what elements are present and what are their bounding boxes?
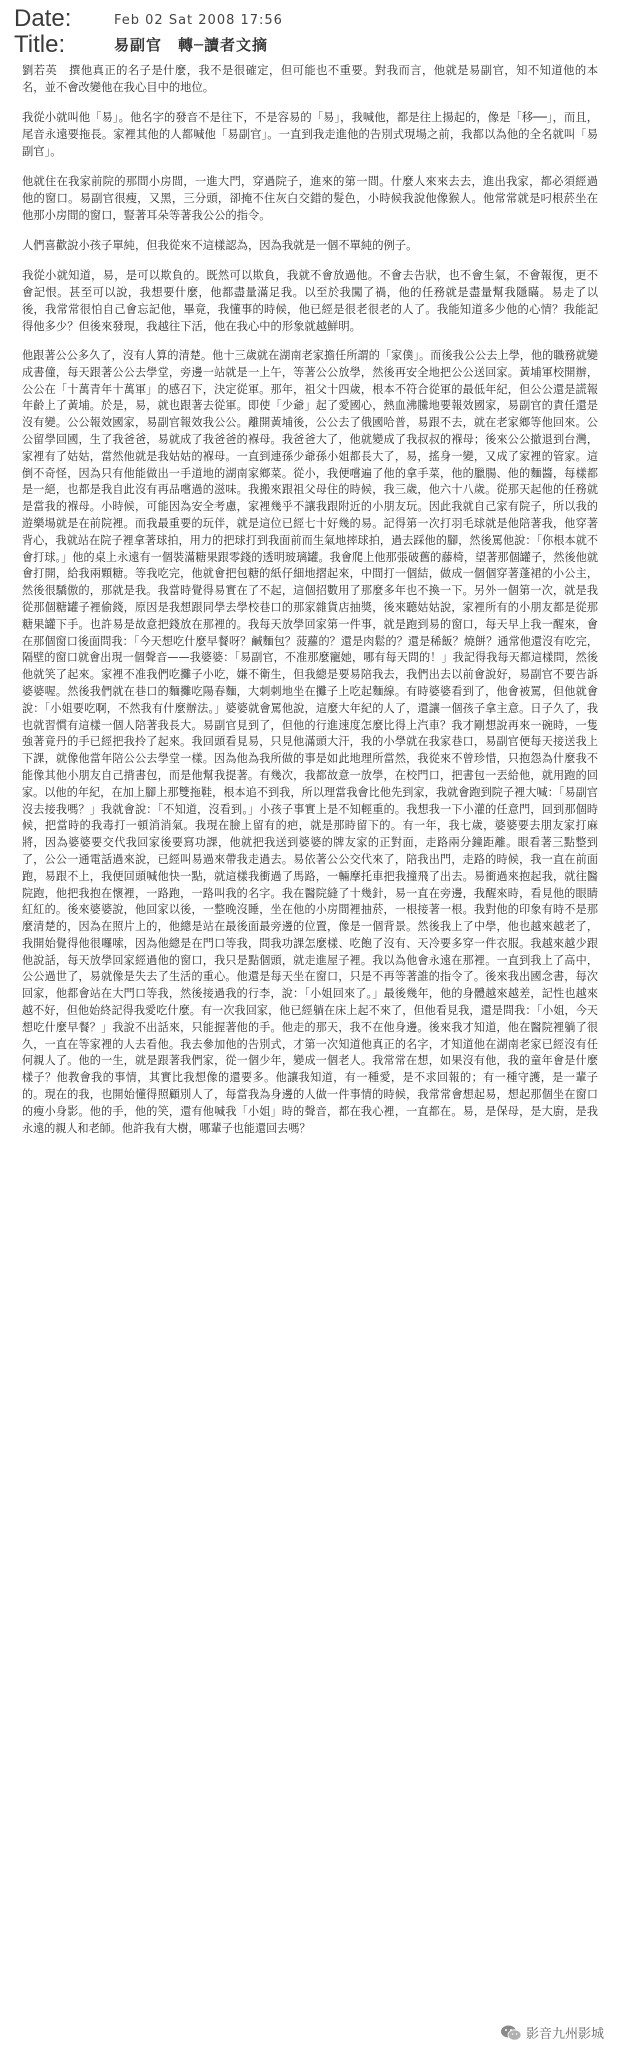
paragraph-children: 人們喜歡說小孩子單純，但我從來不這樣認為，因為我就是一個不單純的例子。: [22, 239, 418, 252]
date-label: Date:: [14, 5, 72, 32]
title-label: Title:: [14, 31, 66, 58]
post-header: [0, 0, 620, 58]
title-value: 易副官 轉─讀者文摘: [114, 36, 269, 54]
watermark-text: 影音九州影城: [525, 2027, 604, 2042]
paragraph-long-story: 他跟著公公多久了，沒有人算的清楚。他十三歲就在湖南老家擔任所謂的「家僕」。而後我公公去上學，他的職務就變成書僮，每天跟著公公去學堂，旁邊一站就是一上午，等著公公放學，然後再安全地把公公送回家。黃埔軍校開辦，公公在「十萬青年十萬軍」的感召下，決定從軍。那年，祖父十四歲，根本不符合從軍的最低年紀，但公公還是謊報年齡上了黃埔。於是，易，就也跟著去從軍。即使「少爺」起了愛國心，熱血沸騰地要報效國家，易副官的責任還是沒有變。公公報效國家，易副官報效我公公。離開黃埔後，公公去了俄國哈普，易跟不去，就在老家鄉等他回來。公公留學回國，生了我爸爸，易就成了我爸爸的褓母。我爸爸大了，他就變成了我叔叔的褓母；後來公公撤退到台灣，家裡有了姑姑，當然他就是我姑姑的褓母。一直到連孫少爺孫小姐都長大了，易，搖身一變，又成了家裡的管家。這倒不奇怪，因為只有他能做出一手道地的湖南家鄉菜。從小，我便嚐遍了他的拿手菜，他的臘腸、他的麵醬，每樣都是一絕，也都是我自此沒有再品嚐過的滋味。我搬來跟祖父母住的時候，我三歲，他六十八歲。從那天起他的任務就是當我的褓母。小時候，可能因為安全考慮，家裡幾乎不讓我跟附近的小朋友玩。因此我就自己家有院子，所以我的遊樂場就是在前院裡。而我最重要的玩伴，就是這位已經七十好幾的易。記得第一次打羽毛球就是他陪著我，他穿著背心，我就站在院子裡拿著球拍，用力的把球打到我面前而生氣地摔球拍，過去踩他的腳，然後罵他說：「你根本就不會打球。」他的桌上永遠有一個裝滿糖果跟零錢的透明玻璃罐。我會爬上他那張破舊的藤椅，望著那個罐子，然後他就會打開，給我兩顆糖。等我吃完，他就會把包糖的紙仔細地摺起來，中間打一個結，做成一個個穿著蓬裙的小公主，然後很驕傲的，那就是我。我當時覺得易實在了不起，這個招數用了那麼多年也不換一下。另外一個第一次，就是我從那個糖罐子裡偷錢，原因是我想跟同學去學校巷口的那家雜貨店抽獎，後來聽姑姑說，家裡所有的小朋友都是從那糖果罐下手。也許易是故意把錢放在那裡的。我每天放學回家第一件事，就是跑到易的窗口，每天早上我一醒來，會在那個窗口後面問我：「今天想吃什麼早餐呀？鹹麵包？菠蘿的？還是肉鬆的？還是稀飯？燒餅？通常他還沒有吃完，隔壁的窗口就會出現一個聲音——我婆婆：「易副官，不准那麼寵她，哪有每天問的！」我記得我每天都這樣問，然後他就笑了起來。家裡不准我們吃攤子小吃，嫌不衛生，但我總是要易陪我去，我們出去以前會說好，易副官不要告訴婆婆喔。然後我們就在巷口的麵攤吃陽春麵，大刺刺地坐在攤子上吃起麵線。有時婆婆看到了，他會被罵，但他就會說：「小姐要吃啊，不然我有什麼辦法。」婆婆就會罵他說，這麼大年紀的人了，還讓一個孩子拿主意。日子久了，我也就習慣有這樣一個人陪著我長大。易副官見到了，但他的行進速度怎麼比得上汽車？我才剛想說再來一碗時，一隻強著竟丹的手已經把我拎了起來。我回頭看見易，只見他滿頭大汗，我的小學就在我家巷口，易副官便每天接送我上下課，就像他當年陪公公去學堂一樣。因為他為我所做的事是如此地理所當然，我從來不曾珍惜，只抱怨為什麼我不能像其他小朋友自己揹書包，而是他幫我提著。有幾次，我都故意一放學，在校門口，把書包一丟給他，就用跑的回家。以他的年紀，在加上腳上那雙拖鞋，根本追不到我，所以理當我會比他先到家，我就會跑到院子裡大喊：「易副官沒去接我嗎？」我就會說：「不知道，沒看到。」小孩子事實上是不知輕重的。我想我一下小灌的任意門，回到那個時候，把當時的我毒打一頓消消氣。我現在臉上留有的疤，就是那時留下的。有一年，我七歲，婆婆要去朋友家打麻將，因為婆婆要交代我回家後要寫功課，他就把我送到婆婆的牌友家的正對面，走路兩分鐘距離。眼看著三點整到了，公公一通電話過來說，已經叫易過來帶我走過去。易依著公公交代來了，陪我出門，走路的時候，我一直在前面跑，易跟不上，我便回頭喊他快一點，就這樣我衝過了馬路，一輛摩托車把我撞飛了出去。易衝過來抱起我，就往醫院跑，他把我抱在懷裡，一路跑，一路叫我的名字。我在醫院縫了十幾針，易一直在旁邊，我醒來時，看見他的眼睛紅紅的。後來婆婆說，他回家以後，一整晚沒睡，坐在他的小房間裡抽菸，一根接著一根。我對他的印象有時不是那麼清楚的，因為在照片上的，他總是站在最後面最旁邊的位置，像是一個背景。然後我上了中學，他也越來越老了，我開始覺得他很囉嗦，因為他總是在門口等我，問我功課怎麼樣、吃飽了沒有、天冷要多穿一件衣服。我越來越少跟他說話，每天放學回家經過他的窗口，我只是點個頭，就走進屋子裡。我以為他會永遠在那裡。一直到我上了高中，公公過世了，易就像是失去了生活的重心。他還是每天坐在窗口，只是不再等著誰的指令了。後來我出國念書，每次回家，他都會站在大門口等我，然後接過我的行李，說：「小姐回來了。」最後幾年，他的身體越來越差，記性也越來越不好，但他始終記得我愛吃什麼。有一次我回家，他已經躺在床上起不來了，但他看見我，還是問我：「小姐，今天想吃什麼早餐？」我說不出話來，只能握著他的手。他走的那天，我不在他身邊。後來我才知道，他在醫院裡躺了很久，一直在等家裡的人去看他。我去參加他的告別式，才第一次知道他真正的名字，才知道他在湖南老家已經沒有任何親人了。他的一生，就是跟著我們家，從一個少年，變成一個老人。我常常在想，如果沒有他，我的童年會是什麼樣子？他教會我的事情，其實比我想像的還要多。他讓我知道，有一種愛，是不求回報的；有一種守護，是一輩子的。現在的我，也開始懂得照顧別人了，每當我為身邊的人做一件事情的時候，我常常會想起易，想起那個坐在窗口的瘦小身影。他的手，他的笑，還有他喊我「小姐」時的聲音，都在我心裡，一直都在。易，是保母，是大廚，是我永遠的親人和老師。他許我有大樹，哪輩子也能還回去嗎？: [22, 349, 598, 1135]
paragraph-room: 他就住在我家前院的那間小房間，一進大門，穿過院子，進來的第一間。什麼人來來去去，進出我家，都必須經過他的窗口。易副官很瘦，又黑，三分頭，卻掩不住灰白交錯的髮色，小時候我說他像猴人。他常常就是叼根菸坐在他那小房間的窗口，豎著耳朵等著我公公的指令。: [22, 175, 598, 222]
date-row: [14, 6, 606, 32]
article-body: [0, 58, 620, 1137]
date-value: Feb 02 Sat 2008 17:56: [114, 13, 283, 28]
wechat-icon: [500, 2024, 522, 2042]
paragraph-name: 我從小就叫他「易」。他名字的發音不是往下，不是容易的「易」，我喊他，都是往上揚起的，像是「移──」，而且，尾音永遠要拖長。家裡其他的人都喊他「易副官」。一直到我走進他的告別式現場之前，我都以為他的全名就叫「易副官」。: [22, 111, 598, 158]
title-row: [14, 32, 606, 58]
paragraph-intro: 劉若英 撰他真正的名子是什麼，我不是很確定，但可能也不重要。對我而言，他就是易副官，知不知道他的本名，並不會改變他在我心目中的地位。: [22, 64, 598, 94]
watermark: [496, 2021, 608, 2044]
paragraph-bully: 我從小就知道，易，是可以欺負的。既然可以欺負，我就不會放過他。不會去告狀，也不會生氣，不會報復，更不會記恨。甚至可以說，我想要什麼，他都盡量滿足我。以至於我闖了禍，他的任務就是盡量幫我隱瞞。易走了以後，我常常很怕自己會忘記他，畢竟，我懂事的時候，他已經是很老很老的人了。我能知道多少他的心情？我能記得他多少？但後來發現，我越往下活，他在我心中的形象就越鮮明。: [22, 269, 598, 333]
